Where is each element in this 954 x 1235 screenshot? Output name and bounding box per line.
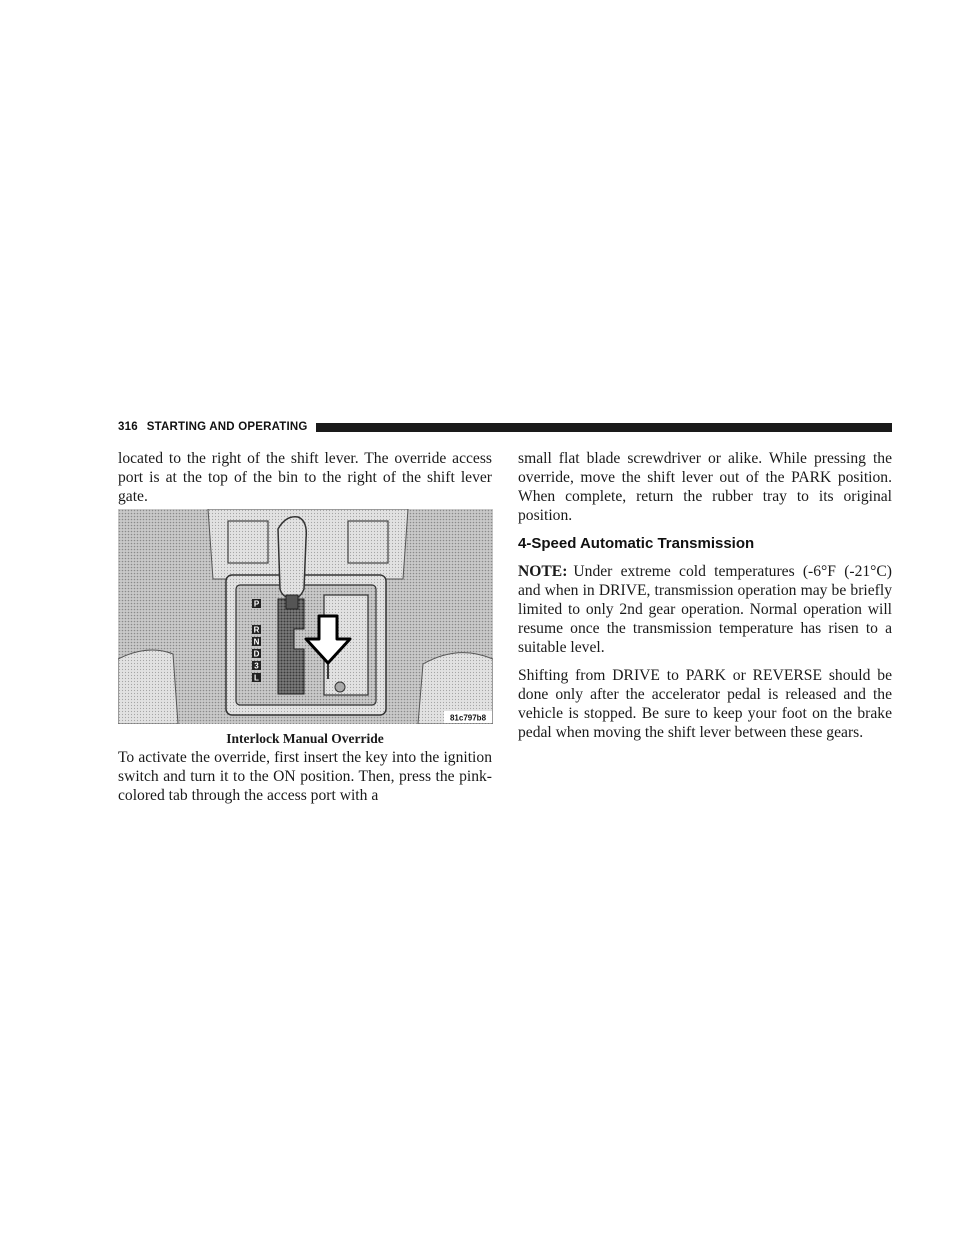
section-heading: 4-Speed Automatic Transmission: [518, 535, 755, 552]
image-code: 81c797b8: [449, 713, 487, 723]
shifter-figure: [118, 509, 493, 724]
shifter-illustration: [118, 509, 493, 724]
page-header: [118, 419, 892, 435]
gear-label-d: D: [253, 649, 260, 659]
gear-label-l: L: [254, 673, 259, 683]
left-paragraph-2: To activate the override, first insert the key into the ignition switch and turn it to the ON position. Then, press the pink-colored tab through the access port with a: [118, 749, 492, 804]
right-column: [518, 449, 892, 751]
figure-caption: Interlock Manual Override: [226, 731, 384, 746]
left-column: [118, 449, 492, 506]
gear-label-r: R: [253, 625, 260, 635]
left-paragraph-1: located to the right of the shift lever. The override access port is at the top of the bin to the right of the shift lever gate.: [118, 450, 492, 505]
gear-label-3: 3: [254, 661, 259, 671]
section-title: STARTING AND OPERATING: [146, 421, 308, 433]
gear-label-n: N: [253, 637, 260, 647]
gear-label-p: P: [253, 599, 260, 609]
right-paragraph-3: Shifting from DRIVE to PARK or REVERSE should be done only after the accelerator pedal is released and the vehicle is stopped. Be sure to keep your foot on the brake pedal when moving the shift lever between these gears.: [518, 667, 892, 741]
note-label: NOTE:: [518, 563, 568, 580]
note-paragraph: [518, 562, 892, 657]
note-text: Under extreme cold temperatures (-6°F (-21°C) and when in DRIVE, transmission operation may be briefly limited to only 2nd gear operation. Normal operation will resume once the transmission temperature has risen to a suitable level.: [518, 563, 892, 656]
header-rule: [316, 423, 892, 432]
right-paragraph-1: small flat blade screwdriver or alike. While pressing the override, move the shift lever out of the PARK position. When complete, return the rubber tray to its original position.: [518, 450, 892, 524]
left-column-lower: [118, 748, 492, 805]
page-number: 316: [118, 421, 138, 433]
